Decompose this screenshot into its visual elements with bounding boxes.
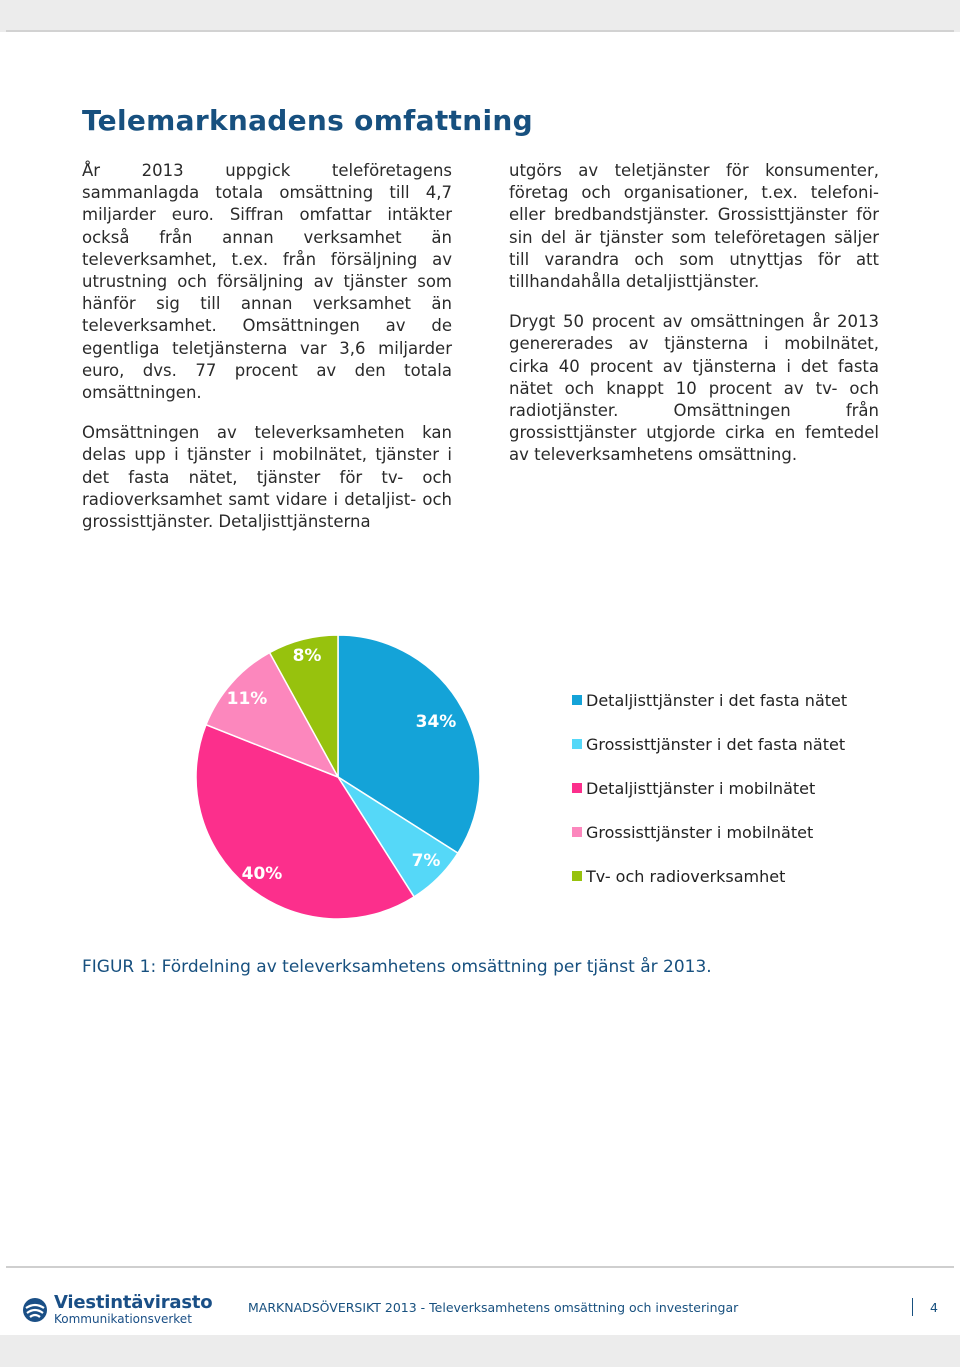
slice-data-label: 34% [415, 712, 457, 732]
legend-swatch [572, 695, 582, 705]
right-column [509, 160, 879, 485]
legend-swatch [572, 871, 582, 881]
top-rule [6, 30, 954, 32]
legend-item [572, 722, 847, 766]
legend-label: Detaljisttjänster i mobilnätet [586, 778, 816, 798]
legend-label: Detaljisttjänster i det fasta nätet [586, 690, 848, 710]
legend-swatch [572, 827, 582, 837]
slice-data-label: 11% [226, 689, 268, 709]
logo-subtitle: Kommunikationsverket [54, 1312, 192, 1326]
viestintavirasto-logo-icon [22, 1297, 48, 1323]
logo-name: Viestintävirasto [54, 1292, 213, 1313]
legend-item [572, 854, 847, 898]
logo [22, 1294, 212, 1325]
legend-swatch [572, 739, 582, 749]
legend-swatch [572, 783, 582, 793]
paragraph: År 2013 uppgick teleföretagens sammanlagda totala omsättning till 4,7 miljarder euro. Siffran omfattar intäkter också från annan verksamhet än televerksamhet, t.ex. från försäljning av utrustning och försäljning av tjänster som hänför sig till annan verksamhet än televerksamhet. Omsättningen av de egentliga teletjänsterna var 3,6 miljarder euro, dvs. 77 procent av den totala omsättningen. [82, 161, 452, 403]
bottom-bar [0, 1335, 960, 1367]
slice-data-label: 40% [241, 864, 283, 884]
paragraph: Drygt 50 procent av omsättningen år 2013 genererades av tjänsterna i mobilnätet, cirka 40 procent av tjänsterna i det fasta nätet och knappt 10 procent av tv- och radiotjänster. Omsättningen från grossisttjänster utgjorde cirka en femtedel av televerksamhetens omsättning. [509, 312, 879, 465]
footer-document-title: MARKNADSÖVERSIKT 2013 - Televerksamhetens omsättning och investeringar [248, 1300, 739, 1315]
left-column [82, 160, 452, 551]
paragraph: utgörs av teletjänster för konsumenter, företag och organisationer, t.ex. telefoni- eller bredbandstjänster. Grossisttjänster för sin del är tjänster som teleföretagen säljer till varandra och som utnyttjas för att tillhandahålla detaljisttjänster. [509, 161, 879, 292]
slice-data-label: 7% [411, 851, 441, 871]
legend-item [572, 766, 847, 810]
legend-label: Grossisttjänster i det fasta nätet [586, 734, 846, 754]
chart-legend [572, 678, 847, 898]
top-bar [0, 0, 960, 32]
paragraph: Omsättningen av televerksamheten kan delas upp i tjänster i mobilnätet, tjänster i det fasta nätet, tjänster för tv- och radioverksamhet samt vidare i detaljist- och grossisttjänster. Detaljisttjänsterna [82, 423, 452, 532]
legend-label: Tv- och radioverksamhet [586, 866, 786, 886]
legend-item [572, 810, 847, 854]
legend-item [572, 678, 847, 722]
figure-caption: FIGUR 1: Fördelning av televerksamhetens omsättning per tjänst år 2013. [82, 957, 712, 977]
pie-chart [180, 620, 510, 940]
page-title: Telemarknadens omfattning [82, 104, 533, 137]
footer-separator [912, 1298, 913, 1316]
slice-data-label: 8% [292, 646, 322, 666]
page-number: 4 [930, 1300, 938, 1315]
legend-label: Grossisttjänster i mobilnätet [586, 822, 814, 842]
